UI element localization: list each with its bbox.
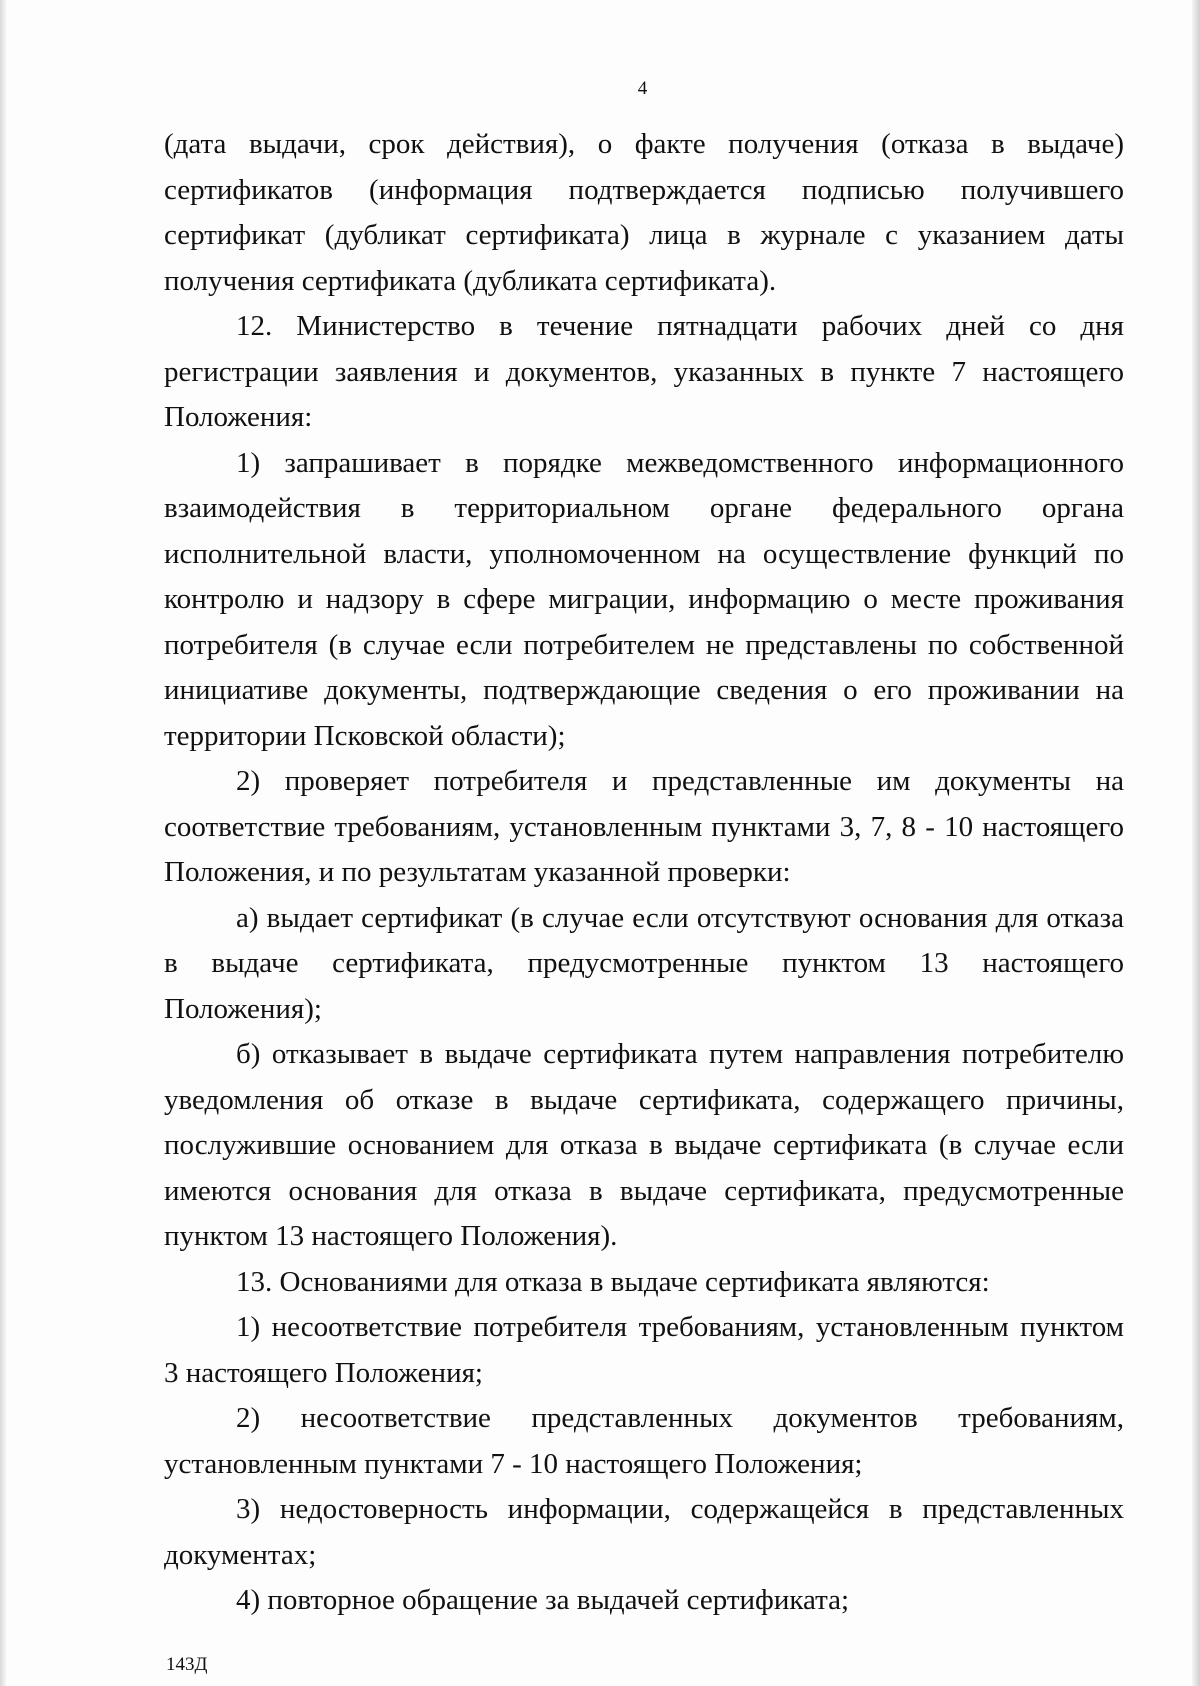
paragraph-item-12: 12. Министерство в течение пятнадцати рабочих дней со дня регистрации заявления и документов, указанных в пункте 7 настоящего Положения:	[164, 310, 1124, 433]
paragraph-item-12-1: 1) запрашивает в порядке межведомственного информационного взаимодействия в территориальном органе федерального органа исполнительной власти, уполномоченном на осуществление функций по контролю и надзору в сфере миграции, информацию о месте проживания потребителя (в случае если потребителем не представлены по собственной инициативе документы, подтверждающие сведения о его проживании на территории Псковской области);	[164, 446, 1124, 752]
scan-edge-left	[0, 0, 6, 1686]
paragraph-item-13-3: 3) недостоверность информации, содержащейся в представленных документах;	[164, 1493, 1124, 1571]
paragraph-item-13: 13. Основаниями для отказа в выдаче сертификата являются:	[236, 1265, 990, 1298]
paragraph-continuation: (дата выдачи, срок действия), о факте получения (отказа в выдаче) сертификатов (информация подтверждается подписью получившего сертификат (дубликат сертификата) лица в журнале с указанием даты получения сертификата (дубликата сертификата).	[164, 128, 1124, 297]
document-body	[164, 122, 1124, 1624]
paragraph-item-13-2: 2) несоответствие представленных документов требованиям, установленным пунктами 7 - 10 настоящего Положения;	[164, 1402, 1124, 1480]
footer-document-code: 143Д	[166, 1654, 208, 1675]
paragraph-item-13-1: 1) несоответствие потребителя требованиям, установленным пунктом 3 настоящего Положения;	[164, 1311, 1124, 1389]
paragraph-item-12-2-b: б) отказывает в выдаче сертификата путем направления потребителю уведомления об отказе в выдаче сертификата, содержащего причины, послужившие основанием для отказа в выдаче сертификата (в случае если имеются основания для отказа в выдаче сертификата, предусмотренные пунктом 13 настоящего Положения).	[164, 1038, 1124, 1252]
scan-edge-right	[1192, 0, 1200, 1686]
page-number: 4	[637, 78, 648, 99]
paragraph-item-13-4: 4) повторное обращение за выдачей сертификата;	[236, 1584, 850, 1616]
paragraph-item-12-2: 2) проверяет потребителя и представленные им документы на соответствие требованиям, установленным пунктами 3, 7, 8 - 10 настоящего Положения, и по результатам указанной проверки:	[164, 765, 1124, 888]
paragraph-item-12-2-a: а) выдает сертификат (в случае если отсутствуют основания для отказа в выдаче сертификата, предусмотренные пунктом 13 настоящего Положения);	[164, 901, 1124, 1025]
